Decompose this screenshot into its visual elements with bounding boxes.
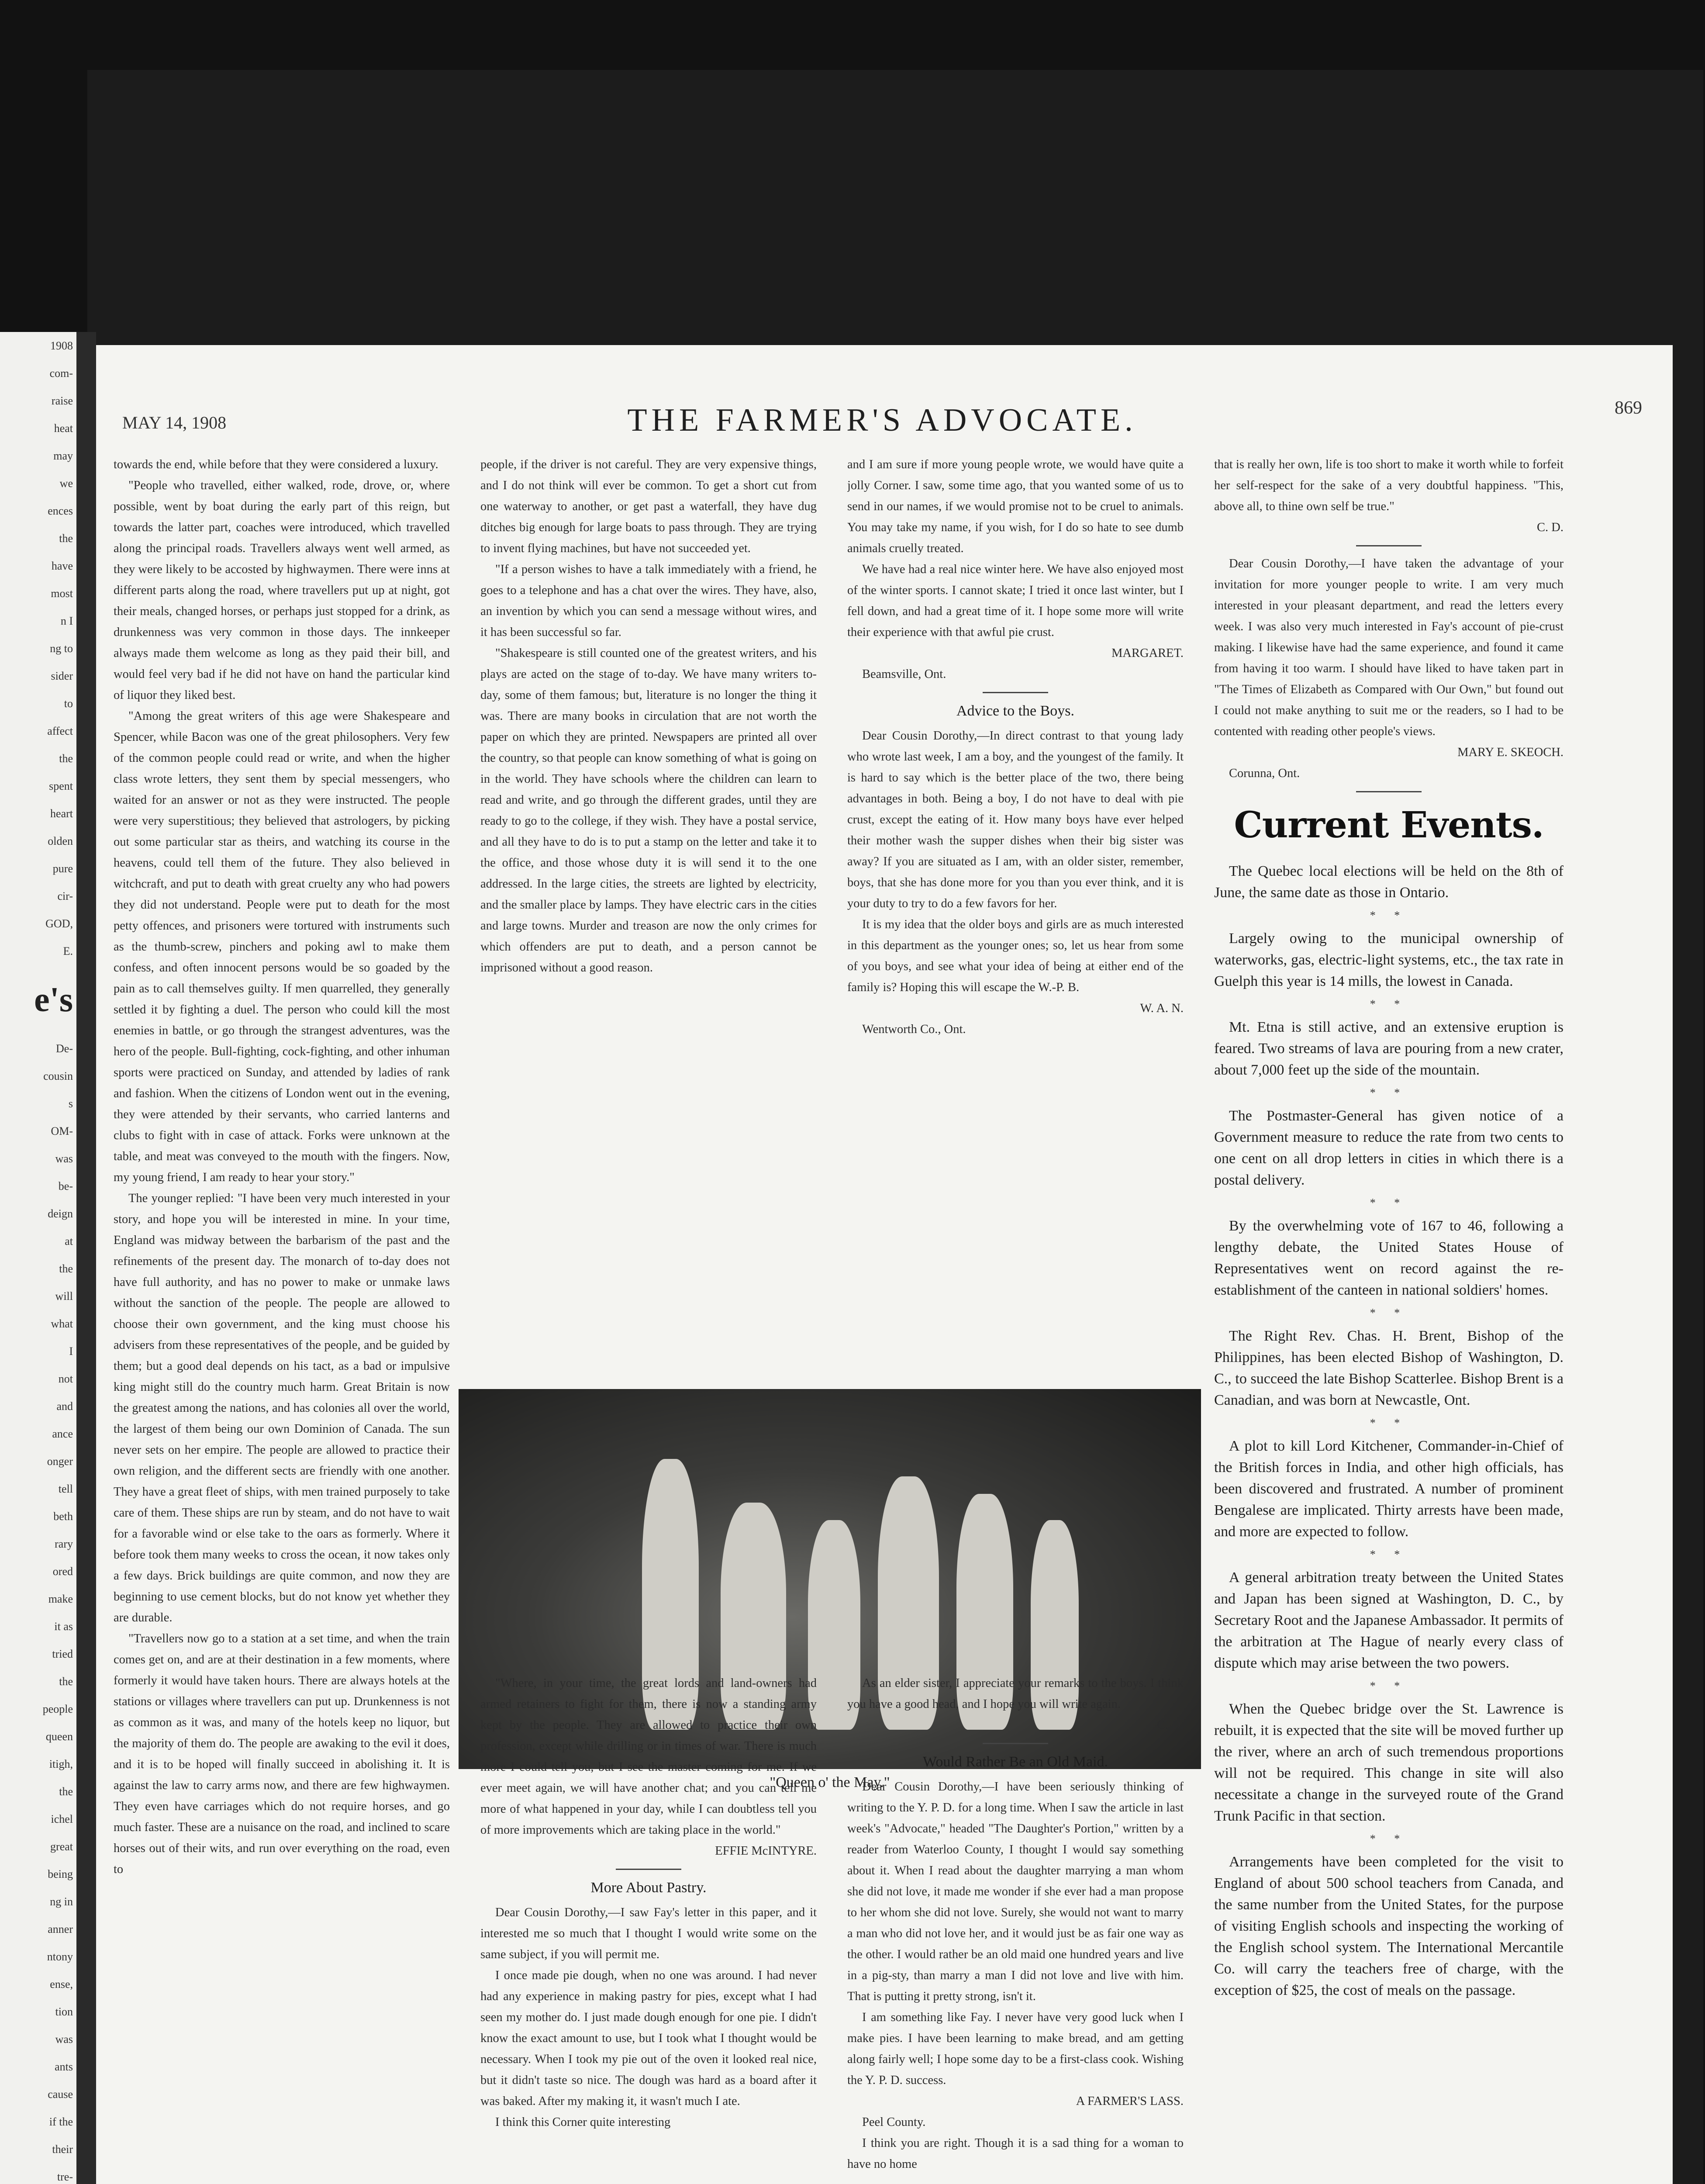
letter-paragraph: As an elder sister, I appreciate your remarks to the boys. I think you have a good head, and I hope you will write again. [847, 1676, 1184, 1711]
news-item: The Postmaster-General has given notice of a Government measure to reduce the rate from two cents to one cent on all drop letters in cities in which there is a postal delivery. [1214, 1108, 1563, 1188]
left-page-fragment: have [51, 560, 73, 572]
left-page-fragment: anner [48, 1923, 73, 1935]
left-page-fragment: and [56, 1400, 73, 1413]
news-separator: * * [1370, 1832, 1408, 1845]
left-page-fragment: I [69, 1345, 73, 1358]
letter-paragraph: Dear Cousin Dorothy,—In direct contrast to that young lady who wrote last week, I am a boy, and the youngest of the family. It is hard to say which is the better place of the two, there being advantages in both. Being a boy, I do not have to deal with pie crust, except the eating of it. How many boys have ever helped their mother wash the supper dishes when their big sister was away? If you are situated as I am, with an older sister, remember, boys, that she has done more for you than you ever think, and it is your duty to try to do a few favors for her. [847, 729, 1184, 910]
left-page-fragment: ored [52, 1565, 73, 1578]
left-page-fragment: ng in [50, 1895, 73, 1908]
left-page-fragment: itigh, [49, 1758, 73, 1770]
news-separator: * * [1370, 1548, 1408, 1561]
left-page-fragment: pure [52, 862, 73, 875]
column-3-lower [847, 1673, 1184, 2184]
left-page-fragment: people [42, 1703, 73, 1715]
left-page-fragment: sider [51, 670, 73, 682]
column-3 [847, 454, 1184, 1372]
column-4 [1214, 454, 1563, 2184]
letter-paragraph: that is really her own, life is too short to make it worth while to forfeit her self-respect for the sake of a very doubtful happiness. "This, above all, to thine own self be true." [1214, 458, 1563, 513]
left-page-fragment: tion [55, 2005, 73, 2018]
left-page-fragment: tried [52, 1648, 73, 1660]
left-page-fragment: 1908 [50, 339, 73, 352]
current-events-heading: Current Events. [1234, 804, 1544, 846]
left-page-fragment: the [59, 1785, 73, 1798]
news-item: Mt. Etna is still active, and an extensive eruption is feared. Two streams of lava are pouring from a new crater, about 7,000 feet up the side of the mountain. [1214, 1019, 1563, 1078]
section-rule [983, 1743, 1048, 1744]
column-2-lower [480, 1673, 817, 2184]
letter-paragraph: Dear Cousin Dorothy,—I have been seriously thinking of writing to the Y. P. D. for a long time. When I saw the article in last week's "Advocate," headed "The Daughter's Portion," written by a reader from Waterloo County, I thought I would say something about it. When I read about the daughter marrying a man whom she did not love, it made me wonder if she ever had a man propose to her whom she did not love. Surely, she would not want to marry a man who did not love her, and it would just be as fair one way as the other. I would rather be an old maid one hundred years and live in a pig-sty, than marry a man I did not love and live with him. That is putting it pretty strong, isn't it. [847, 1780, 1184, 2003]
left-page-fragment: most [51, 587, 73, 600]
section-heading-advice: Advice to the Boys. [956, 703, 1075, 719]
left-page-fragment: ants [55, 2060, 73, 2073]
letter-paragraph: I think you are right. Though it is a sad thing for a woman to have no home [847, 2136, 1184, 2171]
letter-paragraph: I once made pie dough, when no one was around. I had never had any experience in making pastry for pies, except what I had seen my mother do. I just made dough enough for one pie. I didn't know the exact amount to use, but I took what I thought would be necessary. When I took my pie out of the oven it looked real nice, but it didn't taste so nice. The dough was hard as a board after it was baked. After my making it, it wasn't much I ate. [480, 1969, 817, 2108]
left-page-fragment: their [52, 2143, 73, 2156]
section-rule [1356, 791, 1422, 792]
left-page-fragment: we [59, 477, 73, 490]
masthead-title: THE FARMER'S ADVOCATE. [627, 402, 1137, 438]
left-page-fragment: it as [54, 1620, 73, 1633]
article-paragraph: "If a person wishes to have a talk immediately with a friend, he goes to a telephone and has a chat over the wires. They have, also, an invention by which you can send a message without wires, and it has been successful so far. [480, 563, 817, 639]
column-1 [114, 454, 450, 2184]
left-page-fragment: the [59, 532, 73, 545]
page-gutter [76, 332, 96, 2184]
news-separator: * * [1370, 909, 1408, 922]
left-page-fragment: will [55, 1290, 73, 1303]
left-page-fragment: heart [50, 807, 73, 820]
news-separator: * * [1370, 1417, 1408, 1429]
news-item: The Right Rev. Chas. H. Brent, Bishop of the Philippines, has been elected Bishop of Washington, D. C., to succeed the late Bishop Scatterlee. Bishop Brent is a Canadian, and was born at Newcastle, Ont. [1214, 1328, 1563, 1408]
left-page-fragment: queen [45, 1730, 73, 1743]
news-item: Arrangements have been completed for the visit to England of about 500 school teachers from Canada, and the same number from the United States, for the purpose of visiting English schools and inspecting the working of the English school system. The International Mercantile Co. will carry the teachers free of charge, with the exception of $25, the cost of meals on the passage. [1214, 1854, 1563, 1998]
left-page-fragment: De- [56, 1042, 73, 1055]
left-page-fragment: ichel [51, 1813, 73, 1825]
section-rule [983, 692, 1048, 693]
left-page-fragment: not [58, 1372, 73, 1385]
left-page-fragment: the [59, 1675, 73, 1688]
left-page-fragment: rary [55, 1538, 73, 1550]
page-header [122, 397, 1642, 446]
left-page-edge [0, 332, 76, 2184]
letter-signature: C. D. [1157, 1718, 1184, 1732]
letter-signature: MARGARET. [1111, 646, 1184, 660]
left-page-fragment: beth [53, 1510, 73, 1523]
news-separator: * * [1370, 1679, 1408, 1692]
letter-paragraph: and I am sure if more young people wrote, we would have quite a jolly Corner. I saw, some time ago, that you wanted some of us to send in our names, if we would promise not to be cruel to animals. You may take my name, if you wish, for I do so hate to see dumb animals cruelly treated. [847, 458, 1184, 555]
letter-place: Peel County. [862, 2115, 926, 2129]
article-paragraph: "Shakespeare is still counted one of the greatest writers, and his plays are acted on the stage of to-day. We have many writers to-day, some of them famous; but, literature is no longer the thing it was. There are many books in circulation that are not worth the paper on which they are printed. Newspapers are printed all over the country, so that people can know something of what is going on in the world. They have schools where the children can learn to read and write, and go through the different grades, until they are ready to go to the college, if they wish. They have a postal service, and all they have to do is to put a stamp on the letter and take it to the office, and those whose duty it is will send it to the one addressed. In the large cities, the streets are lighted by electricity, and the smaller place by lamps. They have electric cars in the cities and large towns. Murder and treason are now the only crimes for which offenders are put to death, and a person cannot be imprisoned without a good reason. [480, 646, 817, 975]
article-paragraph: "People who travelled, either walked, rode, drove, or, where possible, went by boat during the early part of this reign, but towards the latter part, coaches were introduced, which travelled along the principal roads. Travellers always went well armed, as they were likely to be accosted by highwaymen. There were inns at different parts along the road, where travellers put up at night, got their meals, changed horses, or perhaps just stopped for a drink, as drunkenness was very common in those days. The innkeeper always made them welcome as long as they paid their bill, and would feel very bad if he did not have on hand the particular kind of liquor they liked best. [114, 479, 450, 702]
left-page-fragment: deign [48, 1207, 73, 1220]
letter-signature: A FARMER'S LASS. [1076, 2094, 1184, 2108]
letter-place: Beamsville, Ont. [862, 667, 946, 681]
left-page-fragment: ance [52, 1427, 73, 1440]
left-page-fragment: if the [49, 2115, 73, 2128]
news-item: The Quebec local elections will be held on the 8th of June, the same date as those in Ontario. [1214, 863, 1563, 901]
left-page-fragment: being [48, 1868, 73, 1880]
article-paragraph: "Among the great writers of this age were Shakespeare and Spencer, while Bacon was one of the great philosophers. Very few of the common people could read or write, and when the higher class wrote letters, they sent them by special messengers, who waited for an answer or not as they were instructed. The people were very superstitious; they believed that astrologers, by picking out some particular star as theirs, and watching its course in the heavens, could tell them of the future. They also believed in witchcraft, and put to death with great cruelty any who had powers they did not understand. People were put to death for the most petty offences, and prisoners were tortured with instruments such as the thumb-screw, pinchers and poking awl to make them confess, and often innocent persons would be so goaded by the pain as to call themselves guilty. If men quarrelled, they generally settled it by fighting a duel. The person who could kill the most enemies in battle, or go through the strangest adventures, was the hero of the people. Bull-fighting, cock-fighting, and other inhuman sports were practiced on Sunday, and attended by ladies of rank and fashion. When the citizens of London went out in the evening, they were attended by their servants, who carried lanterns and clubs to fight with in case of attack. Forks were unknown at the table, and meat was conveyed to the mouth with the fingers. Now, my young friend, I am ready to hear your story." [114, 709, 450, 1184]
newspaper-page [96, 345, 1673, 2184]
news-separator: * * [1370, 1086, 1408, 1099]
news-item: By the overwhelming vote of 167 to 46, following a lengthy debate, the United States House of Representatives went on record against the re-establishment of the canteen in national soldiers' homes. [1214, 1218, 1563, 1298]
left-page-fragment: make [48, 1593, 73, 1605]
column-2 [480, 454, 817, 1372]
left-page-fragment: may [53, 449, 73, 462]
letter-signature: MARY E. SKEOCH. [1457, 746, 1563, 759]
left-page-fragment: to [64, 697, 73, 710]
article-paragraph: towards the end, while before that they were considered a luxury. [114, 458, 438, 471]
letter-paragraph: Dear Cousin Dorothy,—I have taken the advantage of your invitation for more younger people to write. I am very much interested in your pleasant department, and read the letters every week. I was also very much interested in Fay's account of pie-crust making. I likewise have had the same experience, and found it came from having it too warm. I should have liked to have taken part in "The Times of Elizabeth as Compared with Our Own," but found out I could not make anything to suit me or the readers, so I had to be contented with reading other people's views. [1214, 557, 1563, 738]
left-page-fragment: GOD, [45, 917, 73, 930]
letter-place: Corunna, Ont. [1229, 767, 1300, 780]
letter-paragraph: Dear Cousin Dorothy,—I saw Fay's letter in this paper, and it interested me so much that I thought I would write some on the same subject, if you will permit me. [480, 1906, 817, 1961]
news-separator: * * [1370, 1196, 1408, 1209]
news-item: A plot to kill Lord Kitchener, Commander-in-Chief of the British forces in India, and other high officials, has been discovered and frustrated. A number of prominent Bengalese are implicated. Thirty arrests have been made, and more are expected to follow. [1214, 1438, 1563, 1540]
letter-paragraph: We have had a real nice winter here. We have also enjoyed most of the winter sports. I cannot skate; I tried it once last winter, but I fell down, and had a great time of it. I hope some more will write their experience with that awful pie crust. [847, 563, 1184, 639]
article-paragraph: The younger replied: "I have been very much interested in your story, and hope you will be interested in mine. In your time, England was midway between the barbarism of the past and the refinements of the present day. The monarch of to-day does not have full authority, and has no power to make or unmake laws without the sanction of the people. The people are allowed to choose their own government, and the king must choose his advisers from these representatives of the people, and be guided by them; but a good deal depends on his tact, as a bad or impulsive king might still do the country much harm. Great Britain is now the greatest among the nations, and has colonies all over the world, the largest of them being our own Dominion of Canada. The sun never sets on her empire. The people are allowed to practice their own religion, and the different sects are friendly with one another. They have a great fleet of ships, with men trained purposely to take care of them. These ships are run by steam, and do not have to wait for a favorable wind or else take to the oars as formerly. Where it before took them many weeks to cross the ocean, it now takes only a few days. Brick buildings are quite common, and now they are beginning to use cement blocks, but do not know yet whether they are durable. [114, 1192, 450, 1624]
article-signature: EFFIE McINTYRE. [715, 1844, 817, 1858]
current-events-list [1214, 860, 1563, 2001]
issue-date: MAY 14, 1908 [122, 413, 227, 432]
news-item: When the Quebec bridge over the St. Lawrence is rebuilt, it is expected that the site will be moved further up the river, where an arch of such tremendous proportions will not be required. This change in site will also necessitate a change in the surveyed route of the Grand Trunk Pacific in that section. [1214, 1701, 1563, 1824]
section-heading-old-maid: Would Rather Be an Old Maid. [922, 1754, 1108, 1770]
left-page-fragment: heat [54, 422, 73, 435]
letter-paragraph: It is my idea that the older boys and girls are as much interested in this department as the younger ones; so, let us hear from some of you boys, and see what your idea of being at either end of the family is? Hoping this will escape the W.-P. B. [847, 918, 1184, 994]
article-paragraph: people, if the driver is not careful. They are very expensive things, and I do not think will ever be common. To get a short cut from one waterway to another, or get past a waterfall, they have dug ditches big enough for large boats to pass through. They are trying to invent flying machines, but have not succeeded yet. [480, 458, 817, 555]
left-page-fragment: cause [48, 2088, 73, 2101]
left-page-fragment: E. [63, 945, 73, 957]
article-paragraph: "Where, in your time, the great lords and land-owners had armed retainers to fight for them, there is now a standing army kept by the people. They are allowed to practice their own profession, except while drilling or in times of war. There is much more I could tell you, but I see the master coming for me. If we ever meet again, we will have another chat; and you can tell me more of what happened in your day, while I can doubtless tell you of more improvements which are taking place in the world." [480, 1676, 817, 1837]
left-page-fragment: at [65, 1235, 73, 1248]
left-page-fragment: cir- [57, 890, 73, 902]
letter-paragraph: I am something like Fay. I never have very good luck when I make pies. I have been learning to make bread, and am getting along fairly well; I hope some day to be a first-class cook. Wishing the Y. P. D. success. [847, 2011, 1184, 2087]
section-rule [1356, 545, 1422, 546]
letter-place: Wentworth Co., Ont. [862, 1023, 966, 1036]
left-page-fragment: com- [49, 367, 73, 380]
left-page-fragment: ntony [47, 1950, 73, 1963]
left-page-fragment: OM- [51, 1125, 73, 1137]
left-page-fragment: tell [58, 1482, 73, 1495]
news-item: A general arbitration treaty between the United States and Japan has been signed at Washington, D. C., by Secretary Root and the Japanese Ambassador. It permits of the arbitration at The Hague of nearly every class of dispute which may arise between the two powers. [1214, 1569, 1563, 1671]
left-page-fragment: olden [48, 835, 73, 847]
left-page-fragment: was [55, 1152, 73, 1165]
left-page-fragment: what [51, 1317, 73, 1330]
left-page-fragment: s [68, 1097, 73, 1110]
left-page-fragment: was [55, 2033, 73, 2046]
left-page-fragment: ense, [50, 1978, 73, 1990]
left-page-fragment: n I [60, 615, 73, 627]
left-page-fragment: affect [47, 725, 73, 737]
left-page-fragment: the [59, 1262, 73, 1275]
left-page-fragment: ences [48, 505, 73, 517]
letter-signature: W. A. N. [1140, 1002, 1184, 1015]
left-page-fragment: cousin [43, 1070, 73, 1082]
left-page-fragment: tre- [57, 2170, 73, 2183]
news-separator: * * [1370, 1306, 1408, 1319]
left-page-fragment: be- [58, 1180, 73, 1192]
photo-caption: "Queen o' the May." [770, 1774, 890, 1790]
left-page-fragment: spent [49, 780, 73, 792]
page-number: 869 [1615, 398, 1642, 418]
news-item: Largely owing to the municipal ownership of waterworks, gas, electric-light systems, etc., the tax rate in Guelph this year is 14 mills, the lowest in Canada. [1214, 930, 1563, 989]
section-rule [616, 1869, 681, 1870]
left-page-fragment: raise [51, 394, 73, 407]
left-page-fragment: onger [47, 1455, 73, 1468]
letter-signature: C. D. [1537, 521, 1563, 534]
left-page-fragment: ng to [50, 642, 73, 655]
letter-paragraph: I think this Corner quite interesting [495, 2115, 671, 2129]
left-page-fragment: e's [34, 981, 73, 1019]
news-separator: * * [1370, 998, 1408, 1010]
section-heading-pastry: More About Pastry. [590, 1880, 707, 1896]
left-page-fragment: great [50, 1840, 73, 1853]
article-paragraph: "Travellers now go to a station at a set time, and when the train comes get on, and are at their destination in a few moments, where formerly it would have taken hours. There are always hotels at the stations or villages where travellers can put up. Drunkenness is not as common as it was, and many of the hotels keep no liquor, but the majority of them do. The people are awaking to the evil it does, and it is to be hoped will finally succeed in abolishing it. It is against the law to carry arms now, and there are few highwaymen. They even have carriages which do not require horses, and go much faster. These are a nuisance on the road, and inclined to scare horses out of their wits, and run over everything on the road, even to [114, 1632, 450, 1876]
left-page-fragment: the [59, 752, 73, 765]
